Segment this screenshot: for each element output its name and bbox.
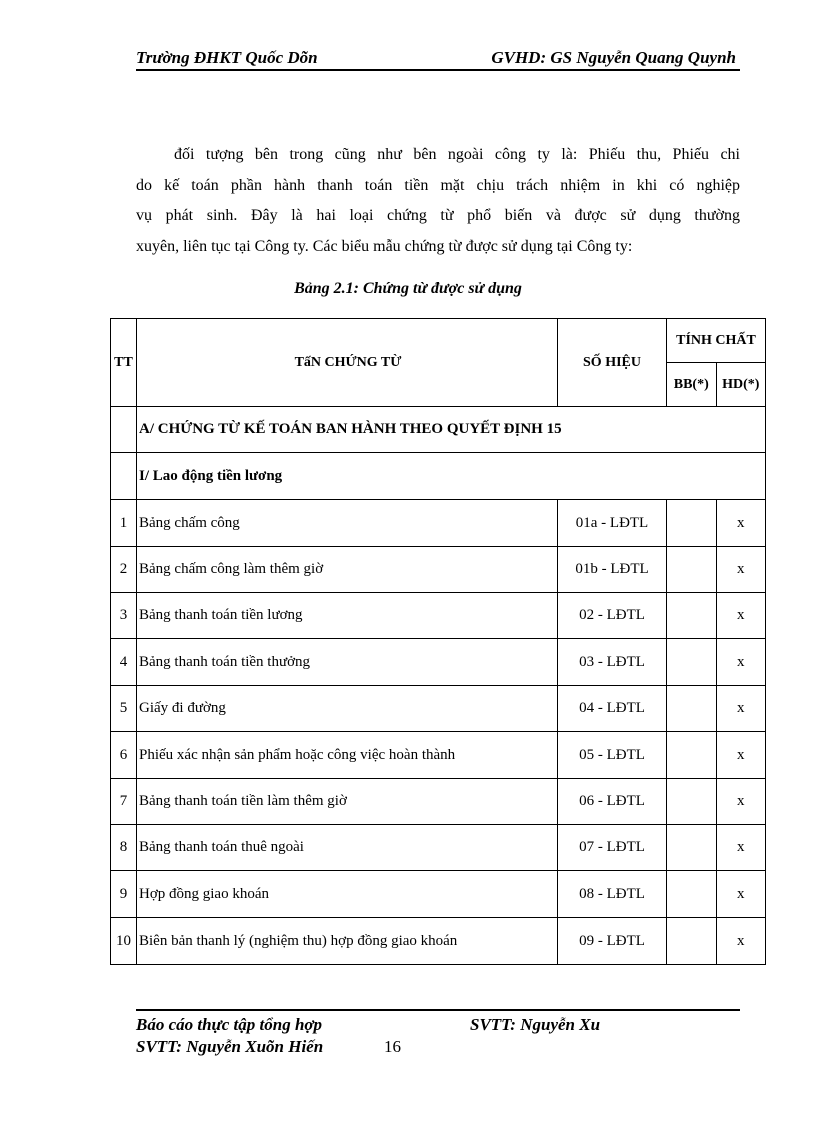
- row-bb: [667, 732, 717, 779]
- row-bb: [667, 825, 717, 871]
- table-row: [111, 871, 766, 918]
- row-bb: [667, 593, 717, 639]
- row-hd: x: [716, 500, 766, 547]
- row-tt: 9: [111, 871, 137, 918]
- row-name: Hợp đồng giao khoán: [137, 871, 558, 918]
- header-tt: TT: [111, 319, 137, 407]
- header-code: SỐ HIỆU: [558, 319, 667, 407]
- row-name: Bảng thanh toán thuê ngoài: [137, 825, 558, 871]
- table-row: [111, 779, 766, 825]
- row-bb: [667, 871, 717, 918]
- row-name: Phiếu xác nhận sản phẩm hoặc công việc hoàn thành: [137, 732, 558, 779]
- row-bb: [667, 547, 717, 593]
- row-hd: x: [716, 547, 766, 593]
- table-caption: Bảng 2.1: Chứng từ được sử dụng: [294, 280, 522, 297]
- header-school: Trường ĐHKT Quốc Dõn: [136, 48, 318, 67]
- table-row: [111, 918, 766, 965]
- row-code: 08 - LĐTL: [558, 871, 667, 918]
- row-name: Bảng chấm công: [137, 500, 558, 547]
- row-code: 05 - LĐTL: [558, 732, 667, 779]
- row-tt: 5: [111, 686, 137, 732]
- paragraph-line: do kế toán phần hành thanh toán tiền mặt chịu trách nhiệm in khi có nghiệp: [136, 176, 740, 194]
- row-hd: x: [716, 732, 766, 779]
- row-code: 02 - LĐTL: [558, 593, 667, 639]
- row-tt: 1: [111, 500, 137, 547]
- row-name: Bảng thanh toán tiền lương: [137, 593, 558, 639]
- table-row: [111, 825, 766, 871]
- row-hd: x: [716, 686, 766, 732]
- table-row: [111, 547, 766, 593]
- row-hd: x: [716, 918, 766, 965]
- documents-table: [110, 318, 766, 965]
- row-tt: 10: [111, 918, 137, 965]
- section-row: [111, 453, 766, 500]
- table-row: [111, 639, 766, 686]
- table-row: [111, 593, 766, 639]
- row-tt: 8: [111, 825, 137, 871]
- header-divider: [136, 69, 740, 71]
- row-tt: 3: [111, 593, 137, 639]
- row-hd: x: [716, 779, 766, 825]
- body-paragraph: [136, 140, 740, 262]
- paragraph-line: xuyên, liên tục tại Công ty. Các biểu mẫu chứng từ được sử dụng tại Công ty:: [136, 237, 633, 255]
- footer-student: SVTT: Nguyễn Xu: [470, 1015, 601, 1034]
- header-nature: TÍNH CHẤT: [667, 319, 766, 363]
- header-hd: HD(*): [716, 363, 766, 407]
- row-name: Biên bản thanh lý (nghiệm thu) hợp đồng giao khoán: [137, 918, 558, 965]
- row-hd: x: [716, 639, 766, 686]
- table-row: [111, 686, 766, 732]
- section-a-title: A/ CHỨNG TỪ KẾ TOÁN BAN HÀNH THEO QUYẾT ĐỊNH 15: [137, 407, 766, 453]
- footer-report-title: Báo cáo thực tập tổng hợp: [136, 1015, 323, 1034]
- row-bb: [667, 686, 717, 732]
- row-tt: 4: [111, 639, 137, 686]
- row-code: 01b - LĐTL: [558, 547, 667, 593]
- table-row: [111, 732, 766, 779]
- row-name: Bảng thanh toán tiền thưởng: [137, 639, 558, 686]
- paragraph-line: đối tượng bên trong cũng như bên ngoài công ty là: Phiếu thu, Phiếu chi: [174, 146, 740, 163]
- row-hd: x: [716, 825, 766, 871]
- row-hd: x: [716, 871, 766, 918]
- header-bb: BB(*): [667, 363, 717, 407]
- row-name: Bảng chấm công làm thêm giờ: [137, 547, 558, 593]
- paragraph-line: vụ phát sinh. Đây là hai loại chứng từ phổ biến và được sử dụng thường: [136, 207, 740, 224]
- table-header-row: [111, 319, 766, 363]
- section-row: [111, 407, 766, 453]
- row-code: 07 - LĐTL: [558, 825, 667, 871]
- row-code: 09 - LĐTL: [558, 918, 667, 965]
- row-name: Bảng thanh toán tiền làm thêm giờ: [137, 779, 558, 825]
- row-tt: 7: [111, 779, 137, 825]
- header-supervisor: GVHD: GS Nguyễn Quang Quynh: [491, 48, 736, 67]
- table-row: [111, 500, 766, 547]
- footer-student-full: SVTT: Nguyễn Xuõn Hiến: [136, 1037, 324, 1056]
- page-header: [136, 46, 740, 68]
- row-tt: 6: [111, 732, 137, 779]
- row-code: 01a - LĐTL: [558, 500, 667, 547]
- header-name: TấN CHỨNG TỪ: [137, 319, 558, 407]
- footer-divider: [136, 1009, 740, 1011]
- row-code: 06 - LĐTL: [558, 779, 667, 825]
- row-bb: [667, 639, 717, 686]
- row-name: Giấy đi đường: [137, 686, 558, 732]
- page-footer: [136, 1014, 740, 1058]
- row-tt: 2: [111, 547, 137, 593]
- row-code: 04 - LĐTL: [558, 686, 667, 732]
- row-bb: [667, 779, 717, 825]
- row-bb: [667, 918, 717, 965]
- row-code: 03 - LĐTL: [558, 639, 667, 686]
- row-hd: x: [716, 593, 766, 639]
- page-number: 16: [384, 1037, 401, 1056]
- row-bb: [667, 500, 717, 547]
- section-i-title: I/ Lao động tiền lương: [137, 453, 766, 500]
